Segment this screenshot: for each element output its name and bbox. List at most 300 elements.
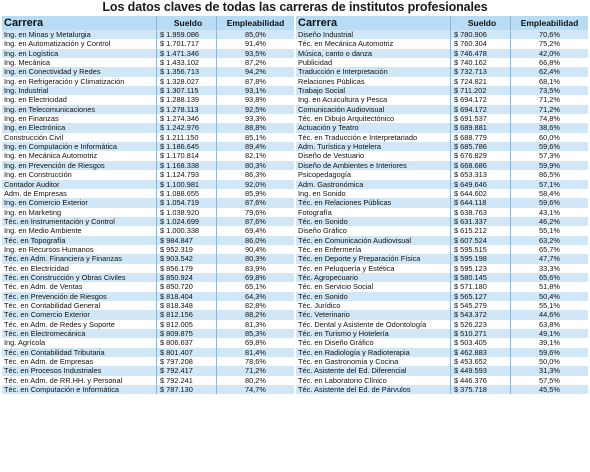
career-name: Téc. en Radiología y Radioterapia bbox=[296, 348, 451, 357]
employability-value: 69,8% bbox=[245, 338, 266, 348]
table-row bbox=[2, 105, 294, 114]
table-row bbox=[296, 95, 588, 104]
employability-value: 65,6% bbox=[539, 272, 560, 282]
employability-value: 65,7% bbox=[539, 244, 560, 254]
salary-value: $ 1.168.338 bbox=[157, 161, 217, 170]
salary-value: $ 1.959.086 bbox=[157, 30, 217, 39]
employability-value: 50,0% bbox=[539, 357, 560, 367]
employability-value: 63,8% bbox=[539, 319, 560, 329]
table-row bbox=[2, 198, 294, 207]
salary-value: $ 792.241 bbox=[157, 376, 217, 385]
career-name: Ing. en Automatización y Control bbox=[2, 39, 157, 48]
salary-value: $ 850.924 bbox=[157, 273, 217, 282]
career-name: Ing. Agrícola bbox=[2, 338, 157, 347]
table-header bbox=[296, 16, 588, 30]
employability-value: 69,8% bbox=[245, 272, 266, 282]
salary-value: $ 638.763 bbox=[451, 208, 511, 217]
employability-value: 45,5% bbox=[539, 385, 560, 395]
career-name: Psicopedagogía bbox=[296, 170, 451, 179]
career-name: Téc. en Traducción e Interpretariado bbox=[296, 133, 451, 142]
right-table bbox=[296, 16, 588, 394]
salary-value: $ 1.038.920 bbox=[157, 208, 217, 217]
career-name: Téc. en Laboratorio Clínico bbox=[296, 376, 451, 385]
employability-value: 92,5% bbox=[245, 104, 266, 114]
table-row bbox=[296, 282, 588, 291]
table-row bbox=[296, 273, 588, 282]
table-row bbox=[2, 282, 294, 291]
salary-value: $ 856.179 bbox=[157, 264, 217, 273]
salary-value: $ 685.786 bbox=[451, 142, 511, 151]
salary-value: $ 595.198 bbox=[451, 254, 511, 263]
career-name: Téc. en Deporte y Preparación Física bbox=[296, 254, 451, 263]
table-row bbox=[296, 189, 588, 198]
table-row bbox=[296, 123, 588, 132]
employability-value: 90,4% bbox=[245, 244, 266, 254]
employability-value: 71,2% bbox=[539, 95, 560, 105]
table-row bbox=[296, 329, 588, 338]
career-name: Ing. en Sonido bbox=[296, 189, 451, 198]
career-name: Ing. en Comercio Exterior bbox=[2, 198, 157, 207]
salary-value: $ 1.170.814 bbox=[157, 151, 217, 160]
career-name: Ing. en Prevención de Riesgos bbox=[2, 161, 157, 170]
table-row bbox=[2, 245, 294, 254]
employability-value: 94,2% bbox=[245, 67, 266, 77]
career-name: Téc. en Turismo y Hotelería bbox=[296, 329, 451, 338]
salary-value: $ 694.172 bbox=[451, 95, 511, 104]
career-name: Téc. en Adm. de Ventas bbox=[2, 282, 157, 291]
salary-value: $ 1.100.981 bbox=[157, 180, 217, 189]
salary-value: $ 787.130 bbox=[157, 385, 217, 394]
table-row bbox=[2, 329, 294, 338]
career-name: Diseño Gráfico bbox=[296, 226, 451, 235]
header-carrera: Carrera bbox=[296, 16, 451, 30]
header-empleabilidad: Empleabilidad bbox=[520, 18, 579, 28]
table-row bbox=[2, 151, 294, 160]
table-row bbox=[296, 105, 588, 114]
career-name: Ing. Mecánica bbox=[2, 58, 157, 67]
career-name: Téc. Dental y Asistente de Odontología bbox=[296, 320, 451, 329]
table-row bbox=[296, 217, 588, 226]
career-name: Ing. en Telecomunicaciones bbox=[2, 105, 157, 114]
employability-value: 80,2% bbox=[245, 375, 266, 385]
table-row bbox=[2, 142, 294, 151]
salary-value: $ 1.088.655 bbox=[157, 189, 217, 198]
salary-value: $ 462.883 bbox=[451, 348, 511, 357]
salary-value: $ 571.180 bbox=[451, 282, 511, 291]
employability-value: 73,5% bbox=[539, 86, 560, 96]
salary-value: $ 688.779 bbox=[451, 133, 511, 142]
salary-value: $ 1.000.338 bbox=[157, 226, 217, 235]
employability-value: 57,1% bbox=[539, 179, 560, 189]
career-name: Ing. en Mecánica Automotriz bbox=[2, 151, 157, 160]
career-name: Téc. en Enfermería bbox=[296, 245, 451, 254]
table-row bbox=[2, 236, 294, 245]
career-name: Adm. Gastronómica bbox=[296, 180, 451, 189]
career-name: Téc. en Mecánica Automotriz bbox=[296, 39, 451, 48]
employability-value: 85,9% bbox=[245, 188, 266, 198]
salary-value: $ 1.701.717 bbox=[157, 39, 217, 48]
header-sueldo: Sueldo bbox=[451, 16, 511, 30]
career-name: Téc. Agropecuario bbox=[296, 273, 451, 282]
table-row bbox=[2, 133, 294, 142]
employability-value: 82,1% bbox=[245, 151, 266, 161]
employability-value: 60,0% bbox=[539, 132, 560, 142]
career-name: Téc. en Prevención de Riesgos bbox=[2, 292, 157, 301]
table-row bbox=[2, 310, 294, 319]
employability-value: 88,2% bbox=[245, 310, 266, 320]
salary-value: $ 724.821 bbox=[451, 77, 511, 86]
salary-value: $ 1.211.150 bbox=[157, 133, 217, 142]
salary-value: $ 691.537 bbox=[451, 114, 511, 123]
employability-value: 68,1% bbox=[539, 76, 560, 86]
salary-value: $ 1.288.139 bbox=[157, 95, 217, 104]
table-row bbox=[296, 245, 588, 254]
employability-value: 81,4% bbox=[245, 347, 266, 357]
table-row bbox=[296, 198, 588, 207]
salary-value: $ 806.637 bbox=[157, 338, 217, 347]
table-row bbox=[296, 320, 588, 329]
table-row bbox=[296, 385, 588, 394]
employability-value: 79,6% bbox=[245, 207, 266, 217]
table-row bbox=[296, 39, 588, 48]
table-row bbox=[2, 217, 294, 226]
table-row bbox=[2, 180, 294, 189]
salary-value: $ 1.054.719 bbox=[157, 198, 217, 207]
career-name: Ing. en Logística bbox=[2, 49, 157, 58]
salary-value: $ 644.118 bbox=[451, 198, 511, 207]
salary-value: $ 694.172 bbox=[451, 105, 511, 114]
table-row bbox=[296, 67, 588, 76]
salary-value: $ 732.713 bbox=[451, 67, 511, 76]
table-row bbox=[2, 320, 294, 329]
employability-value: 55,1% bbox=[539, 300, 560, 310]
career-name: Actuación y Teatro bbox=[296, 123, 451, 132]
salary-value: $ 1.124.793 bbox=[157, 170, 217, 179]
table-row bbox=[296, 151, 588, 160]
career-name: Diseño de Ambientes e Interiores bbox=[296, 161, 451, 170]
employability-value: 91,4% bbox=[245, 39, 266, 49]
table-row bbox=[2, 208, 294, 217]
career-name: Téc. Asistente del Ed. de Párvulos bbox=[296, 385, 451, 394]
employability-value: 93,3% bbox=[245, 114, 266, 124]
career-name: Téc. en Topografía bbox=[2, 236, 157, 245]
table-row bbox=[296, 226, 588, 235]
employability-value: 87,6% bbox=[245, 198, 266, 208]
employability-value: 50,4% bbox=[539, 291, 560, 301]
table-row bbox=[2, 114, 294, 123]
employability-value: 82,8% bbox=[245, 300, 266, 310]
salary-value: $ 760.304 bbox=[451, 39, 511, 48]
table-row bbox=[296, 348, 588, 357]
career-name: Construcción Civil bbox=[2, 133, 157, 142]
salary-value: $ 580.145 bbox=[451, 273, 511, 282]
salary-value: $ 689.881 bbox=[451, 123, 511, 132]
salary-value: $ 1.278.113 bbox=[157, 105, 217, 114]
employability-value: 66,8% bbox=[539, 58, 560, 68]
table-row bbox=[296, 310, 588, 319]
career-name: Publicidad bbox=[296, 58, 451, 67]
table-row bbox=[2, 357, 294, 366]
salary-value: $ 850.720 bbox=[157, 282, 217, 291]
career-name: Ing. en Construcción bbox=[2, 170, 157, 179]
career-name: Téc. en Servicio Social bbox=[296, 282, 451, 291]
employability-value: 74,7% bbox=[245, 385, 266, 395]
header-empleabilidad: Empleabilidad bbox=[226, 18, 285, 28]
table-row bbox=[296, 86, 588, 95]
salary-value: $ 1.242.976 bbox=[157, 123, 217, 132]
table-row bbox=[296, 236, 588, 245]
salary-value: $ 565.127 bbox=[451, 292, 511, 301]
employability-value: 86,5% bbox=[539, 170, 560, 180]
table-row bbox=[2, 264, 294, 273]
salary-value: $ 812.005 bbox=[157, 320, 217, 329]
salary-value: $ 1.274.346 bbox=[157, 114, 217, 123]
table-row bbox=[296, 58, 588, 67]
salary-value: $ 1.186.645 bbox=[157, 142, 217, 151]
table-row bbox=[2, 58, 294, 67]
career-name: Téc. en Adm. de Redes y Soporte bbox=[2, 320, 157, 329]
table-row bbox=[2, 226, 294, 235]
header-carrera: Carrera bbox=[2, 16, 157, 30]
employability-value: 44,6% bbox=[539, 310, 560, 320]
employability-value: 88,8% bbox=[245, 123, 266, 133]
career-name: Trabajo Social bbox=[296, 86, 451, 95]
employability-value: 87,2% bbox=[245, 58, 266, 68]
employability-value: 92,0% bbox=[245, 179, 266, 189]
employability-value: 42,0% bbox=[539, 48, 560, 58]
salary-value: $ 615.212 bbox=[451, 226, 511, 235]
page-title: Los datos claves de todas las carreras de institutos profesionales bbox=[102, 0, 488, 14]
salary-value: $ 792.417 bbox=[157, 366, 217, 375]
salary-value: $ 607.524 bbox=[451, 236, 511, 245]
table-row bbox=[296, 170, 588, 179]
left-table bbox=[2, 16, 294, 394]
salary-value: $ 510.271 bbox=[451, 329, 511, 338]
table-row bbox=[296, 30, 588, 39]
employability-value: 85,1% bbox=[245, 132, 266, 142]
table-row bbox=[296, 254, 588, 263]
table-row bbox=[2, 348, 294, 357]
employability-value: 80,3% bbox=[245, 160, 266, 170]
salary-value: $ 809.875 bbox=[157, 329, 217, 338]
employability-value: 59,6% bbox=[539, 347, 560, 357]
table-row bbox=[2, 161, 294, 170]
career-name: Contador Auditor bbox=[2, 180, 157, 189]
table-row bbox=[2, 170, 294, 179]
career-name: Téc. en Contabilidad Tributaria bbox=[2, 348, 157, 357]
table-row bbox=[296, 142, 588, 151]
employability-value: 33,3% bbox=[539, 263, 560, 273]
employability-value: 85,3% bbox=[245, 329, 266, 338]
table-row bbox=[2, 292, 294, 301]
career-name: Ing. en Conectividad y Redes bbox=[2, 67, 157, 76]
employability-value: 81,3% bbox=[245, 319, 266, 329]
table-row bbox=[296, 366, 588, 375]
career-name: Téc. Jurídico bbox=[296, 301, 451, 310]
employability-value: 87,8% bbox=[245, 76, 266, 86]
salary-value: $ 780.906 bbox=[451, 30, 511, 39]
table-row bbox=[296, 338, 588, 347]
employability-value: 58,4% bbox=[539, 188, 560, 198]
salary-value: $ 595.123 bbox=[451, 264, 511, 273]
salary-value: $ 545.279 bbox=[451, 301, 511, 310]
career-name: Téc. en Contabilidad General bbox=[2, 301, 157, 310]
employability-value: 78,6% bbox=[245, 357, 266, 367]
employability-value: 31,3% bbox=[539, 366, 560, 376]
salary-value: $ 903.542 bbox=[157, 254, 217, 263]
career-name: Téc. en Relaciones Públicas bbox=[296, 198, 451, 207]
salary-value: $ 676.829 bbox=[451, 151, 511, 160]
career-name: Téc. en Adm. Financiera y Finanzas bbox=[2, 254, 157, 263]
salary-value: $ 801.407 bbox=[157, 348, 217, 357]
career-name: Traducción e Interpretación bbox=[296, 67, 451, 76]
salary-value: $ 631.337 bbox=[451, 217, 511, 226]
career-name: Ing. en Computación e Informática bbox=[2, 142, 157, 151]
career-name: Téc. en Sonido bbox=[296, 217, 451, 226]
employability-value: 62,4% bbox=[539, 67, 560, 77]
employability-value: 57,5% bbox=[539, 375, 560, 385]
employability-value: 87,6% bbox=[245, 216, 266, 226]
employability-value: 70,6% bbox=[539, 30, 560, 39]
career-name: Ing. en Recursos Humanos bbox=[2, 245, 157, 254]
salary-value: $ 746.478 bbox=[451, 49, 511, 58]
salary-value: $ 797.208 bbox=[157, 357, 217, 366]
career-name: Relaciones Públicas bbox=[296, 77, 451, 86]
career-name: Téc. en Procesos Industriales bbox=[2, 366, 157, 375]
career-name: Téc. en Sonido bbox=[296, 292, 451, 301]
employability-value: 39,1% bbox=[539, 338, 560, 348]
salary-value: $ 595.515 bbox=[451, 245, 511, 254]
salary-value: $ 984.847 bbox=[157, 236, 217, 245]
career-name: Téc. Asistente del Ed. Diferencial bbox=[296, 366, 451, 375]
employability-value: 80,3% bbox=[245, 254, 266, 264]
salary-value: $ 375.718 bbox=[451, 385, 511, 394]
salary-value: $ 711.202 bbox=[451, 86, 511, 95]
table-row bbox=[296, 180, 588, 189]
employability-value: 47,7% bbox=[539, 254, 560, 264]
career-name: Téc. en Diseño Gráfico bbox=[296, 338, 451, 347]
career-name: Diseño Industrial bbox=[296, 30, 451, 39]
table-row bbox=[296, 49, 588, 58]
salary-value: $ 1.471.346 bbox=[157, 49, 217, 58]
career-name: Ing. Industrial bbox=[2, 86, 157, 95]
employability-value: 59,6% bbox=[539, 142, 560, 152]
career-name: Téc. en Comunicación Audiovisual bbox=[296, 236, 451, 245]
salary-value: $ 1.433.102 bbox=[157, 58, 217, 67]
employability-value: 71,2% bbox=[245, 366, 266, 376]
salary-value: $ 812.156 bbox=[157, 310, 217, 319]
table-row bbox=[296, 376, 588, 385]
career-name: Música, canto o danza bbox=[296, 49, 451, 58]
employability-value: 74,8% bbox=[539, 114, 560, 124]
table-row bbox=[296, 161, 588, 170]
career-name: Téc. en Adm. de Empresas bbox=[2, 357, 157, 366]
employability-value: 93,8% bbox=[245, 95, 266, 105]
table-row bbox=[2, 376, 294, 385]
career-name: Ing. en Marketing bbox=[2, 208, 157, 217]
table-row bbox=[2, 39, 294, 48]
table-header bbox=[2, 16, 294, 30]
career-name: Téc. en Electromecánica bbox=[2, 329, 157, 338]
salary-value: $ 1.328.027 bbox=[157, 77, 217, 86]
table-row bbox=[2, 254, 294, 263]
career-name: Comunicación Audiovisual bbox=[296, 105, 451, 114]
salary-value: $ 503.405 bbox=[451, 338, 511, 347]
employability-value: 71,2% bbox=[539, 104, 560, 114]
career-name: Ing. en Medio Ambiente bbox=[2, 226, 157, 235]
career-name: Téc. Veterinario bbox=[296, 310, 451, 319]
table-row bbox=[296, 114, 588, 123]
table-row bbox=[2, 86, 294, 95]
career-name: Téc. en Comercio Exterior bbox=[2, 310, 157, 319]
career-name: Adm. Turística y Hotelera bbox=[296, 142, 451, 151]
career-name: Téc. en Electricidad bbox=[2, 264, 157, 273]
table-row bbox=[2, 30, 294, 39]
table-row bbox=[296, 77, 588, 86]
employability-value: 63,2% bbox=[539, 235, 560, 245]
career-name: Téc. en Adm. de RR.HH. y Personal bbox=[2, 376, 157, 385]
salary-value: $ 952.319 bbox=[157, 245, 217, 254]
salary-value: $ 543.372 bbox=[451, 310, 511, 319]
table-row bbox=[296, 133, 588, 142]
table-row bbox=[2, 123, 294, 132]
table-row bbox=[2, 301, 294, 310]
table-row bbox=[296, 292, 588, 301]
table-row bbox=[2, 338, 294, 347]
employability-value: 83,9% bbox=[245, 263, 266, 273]
employability-value: 46,2% bbox=[539, 216, 560, 226]
career-name: Téc. en Construcción y Obras Civiles bbox=[2, 273, 157, 282]
career-name: Diseño de Vestuario bbox=[296, 151, 451, 160]
career-name: Ing. en Acuicultura y Pesca bbox=[296, 95, 451, 104]
table-row bbox=[2, 273, 294, 282]
career-name: Ing. en Electricidad bbox=[2, 95, 157, 104]
salary-value: $ 1.024.699 bbox=[157, 217, 217, 226]
employability-value: 43,1% bbox=[539, 207, 560, 217]
employability-value: 65,1% bbox=[245, 282, 266, 292]
salary-value: $ 446.376 bbox=[451, 376, 511, 385]
employability-value: 55,1% bbox=[539, 226, 560, 236]
salary-value: $ 449.593 bbox=[451, 366, 511, 375]
career-name: Ing. en Electrónica bbox=[2, 123, 157, 132]
salary-value: $ 668.686 bbox=[451, 161, 511, 170]
salary-value: $ 644.602 bbox=[451, 189, 511, 198]
salary-value: $ 453.652 bbox=[451, 357, 511, 366]
salary-value: $ 653.313 bbox=[451, 170, 511, 179]
employability-value: 64,3% bbox=[245, 291, 266, 301]
employability-value: 57,3% bbox=[539, 151, 560, 161]
table-row bbox=[2, 67, 294, 76]
career-name: Téc. en Dibujo Arquitectónico bbox=[296, 114, 451, 123]
table-row bbox=[2, 95, 294, 104]
employability-value: 51,8% bbox=[539, 282, 560, 292]
employability-value: 93,1% bbox=[245, 86, 266, 96]
career-name: Ing. en Finanzas bbox=[2, 114, 157, 123]
table-row bbox=[296, 208, 588, 217]
salary-value: $ 1.307.115 bbox=[157, 86, 217, 95]
salary-value: $ 740.162 bbox=[451, 58, 511, 67]
employability-value: 59,6% bbox=[539, 198, 560, 208]
table-row bbox=[2, 366, 294, 375]
salary-value: $ 526.223 bbox=[451, 320, 511, 329]
table-row bbox=[2, 49, 294, 58]
salary-value: $ 1.356.713 bbox=[157, 67, 217, 76]
career-name: Téc. en Gastronomía y Cocina bbox=[296, 357, 451, 366]
career-name: Fotografía bbox=[296, 208, 451, 217]
career-name: Ing. en Minas y Metalurgia bbox=[2, 30, 157, 39]
employability-value: 85,0% bbox=[245, 30, 266, 39]
table-row bbox=[296, 301, 588, 310]
